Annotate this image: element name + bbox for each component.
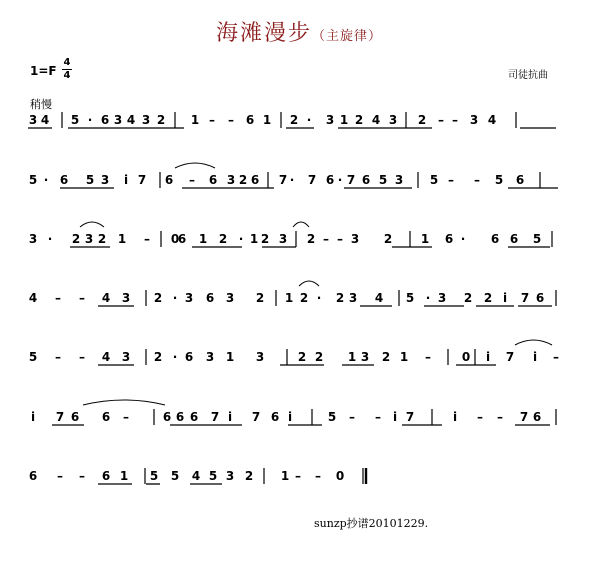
- barline-symbol: |: [429, 410, 435, 424]
- note: –: [295, 469, 301, 483]
- note: ·: [316, 291, 322, 305]
- note: 5: [70, 113, 80, 127]
- barline-symbol: |: [143, 350, 149, 364]
- note: 2: [354, 113, 364, 127]
- barline-symbol: |: [143, 291, 149, 305]
- note: ·: [337, 173, 343, 187]
- note: 6: [535, 291, 545, 305]
- note: 6: [162, 410, 172, 424]
- note: 2: [255, 291, 265, 305]
- note: 5: [405, 291, 415, 305]
- note: 2: [218, 232, 228, 246]
- note: 2: [71, 232, 81, 246]
- note: 6: [509, 232, 519, 246]
- barline-symbol: |: [157, 173, 163, 187]
- note: 5: [28, 350, 38, 364]
- note: 6: [532, 410, 542, 424]
- note: i: [502, 291, 508, 305]
- barline-symbol: |: [513, 113, 519, 127]
- note: 6: [270, 410, 280, 424]
- barline-symbol: |: [553, 410, 559, 424]
- note: 4: [191, 469, 201, 483]
- note: 3: [84, 232, 94, 246]
- note: 6: [325, 173, 335, 187]
- note: i: [30, 410, 36, 424]
- slur-arc: [80, 222, 104, 227]
- note: 2: [153, 350, 163, 364]
- note: 7: [55, 410, 65, 424]
- barline-symbol: |: [151, 410, 157, 424]
- note: 1: [262, 113, 272, 127]
- composer-credit: 司徒抗曲: [508, 70, 548, 81]
- note: 4: [101, 350, 111, 364]
- note: –: [474, 173, 480, 187]
- note: i: [392, 410, 398, 424]
- slur-arc: [299, 281, 319, 286]
- note: 5: [170, 469, 180, 483]
- note: 4: [28, 291, 38, 305]
- note: 6: [164, 173, 174, 187]
- transcriber-credit: sunzp抄谱20101229.: [314, 517, 429, 530]
- note: 2: [153, 291, 163, 305]
- barline-symbol: |: [445, 350, 451, 364]
- note: 3: [205, 350, 215, 364]
- note: 6: [59, 173, 69, 187]
- note: 6: [444, 232, 454, 246]
- note: 3: [348, 291, 358, 305]
- note: 6: [177, 232, 187, 246]
- note: 1: [339, 113, 349, 127]
- note: 4: [487, 113, 497, 127]
- note: 3: [225, 469, 235, 483]
- note: 4: [40, 113, 50, 127]
- note: ·: [47, 232, 53, 246]
- note: 1: [420, 232, 430, 246]
- barline-symbol: |: [261, 469, 267, 483]
- note: 6: [245, 113, 255, 127]
- note: 1: [347, 350, 357, 364]
- note: –: [57, 469, 63, 483]
- note: 3: [141, 113, 151, 127]
- note: 2: [97, 232, 107, 246]
- note: 3: [469, 113, 479, 127]
- barline-symbol: |: [549, 232, 555, 246]
- note: –: [553, 350, 559, 364]
- note: 3: [360, 350, 370, 364]
- note: –: [144, 232, 150, 246]
- note: –: [337, 232, 343, 246]
- note: 2: [383, 232, 393, 246]
- barline-symbol: |: [472, 350, 478, 364]
- note: 5: [494, 173, 504, 187]
- note: 7: [210, 410, 220, 424]
- tempo-marking: 稍慢: [30, 98, 52, 111]
- note: 3: [28, 232, 38, 246]
- note: –: [315, 469, 321, 483]
- note: –: [438, 113, 444, 127]
- note: 5: [85, 173, 95, 187]
- note: 5: [429, 173, 439, 187]
- note: –: [477, 410, 483, 424]
- note: 7: [251, 410, 261, 424]
- note: 3: [394, 173, 404, 187]
- barline-symbol: |: [553, 291, 559, 305]
- barline-symbol: |: [537, 173, 543, 187]
- note: i: [452, 410, 458, 424]
- note: ·: [306, 113, 312, 127]
- note: ·: [460, 232, 466, 246]
- time-top: 4: [63, 57, 71, 68]
- note: 2: [463, 291, 473, 305]
- note: 3: [255, 350, 265, 364]
- slur-arc: [175, 163, 215, 168]
- note: ·: [43, 173, 49, 187]
- note: 1: [190, 113, 200, 127]
- note: 7: [307, 173, 317, 187]
- note: 1: [284, 291, 294, 305]
- barline-symbol: |: [158, 232, 164, 246]
- note: i: [227, 410, 233, 424]
- note: 2: [244, 469, 254, 483]
- note: 7: [278, 173, 288, 187]
- note: 5: [532, 232, 542, 246]
- note: 1: [198, 232, 208, 246]
- note: 6: [184, 350, 194, 364]
- slur-arc: [83, 400, 165, 405]
- note: 2: [314, 350, 324, 364]
- note: 6: [490, 232, 500, 246]
- note: 3: [184, 291, 194, 305]
- note: 2: [483, 291, 493, 305]
- note: 3: [28, 113, 38, 127]
- note: 3: [226, 173, 236, 187]
- note: 5: [327, 410, 337, 424]
- note: 2: [417, 113, 427, 127]
- key-signature: 1=F: [30, 64, 57, 78]
- note: 3: [437, 291, 447, 305]
- note: 7: [405, 410, 415, 424]
- note: 6: [101, 410, 111, 424]
- barline-symbol: |: [273, 291, 279, 305]
- note: –: [79, 469, 85, 483]
- note: 6: [361, 173, 371, 187]
- note: 0: [170, 232, 180, 246]
- note: 3: [325, 113, 335, 127]
- note: 1: [225, 350, 235, 364]
- note: 5: [208, 469, 218, 483]
- barline-symbol: ‖: [360, 469, 366, 483]
- note: –: [228, 113, 234, 127]
- note: 6: [28, 469, 38, 483]
- note: 2: [299, 291, 309, 305]
- note: 3: [121, 350, 131, 364]
- note: 5: [28, 173, 38, 187]
- barline-symbol: |: [309, 410, 315, 424]
- note: –: [55, 291, 61, 305]
- note: ·: [238, 232, 244, 246]
- note: 0: [461, 350, 471, 364]
- note: –: [79, 291, 85, 305]
- title-main: 海滩漫步: [215, 21, 312, 46]
- note: –: [375, 410, 381, 424]
- note: 3: [113, 113, 123, 127]
- note: i: [532, 350, 538, 364]
- slur-arc: [515, 340, 552, 345]
- note: ·: [172, 350, 178, 364]
- note: 4: [374, 291, 384, 305]
- note: 6: [205, 291, 215, 305]
- note: 4: [126, 113, 136, 127]
- barline-symbol: |: [265, 173, 271, 187]
- note: 6: [175, 410, 185, 424]
- note: 7: [505, 350, 515, 364]
- note: 5: [378, 173, 388, 187]
- note: i: [123, 173, 129, 187]
- note: 2: [297, 350, 307, 364]
- note: 1: [119, 469, 129, 483]
- note: 4: [101, 291, 111, 305]
- note: 6: [100, 113, 110, 127]
- note: –: [425, 350, 431, 364]
- barline-symbol: |: [396, 291, 402, 305]
- note: 2: [238, 173, 248, 187]
- note: 2: [306, 232, 316, 246]
- note: ·: [289, 173, 295, 187]
- note: 3: [278, 232, 288, 246]
- note: 3: [100, 173, 110, 187]
- note: ·: [425, 291, 431, 305]
- note: 6: [101, 469, 111, 483]
- note: –: [349, 410, 355, 424]
- barline-symbol: |: [172, 113, 178, 127]
- note: 2: [156, 113, 166, 127]
- note: –: [209, 113, 215, 127]
- note: 4: [371, 113, 381, 127]
- note: 6: [208, 173, 218, 187]
- note: 3: [225, 291, 235, 305]
- note: 3: [350, 232, 360, 246]
- title-subtitle: （主旋律）: [312, 29, 383, 44]
- barline-symbol: |: [407, 232, 413, 246]
- note: –: [448, 173, 454, 187]
- note: ·: [87, 113, 93, 127]
- note: 1: [117, 232, 127, 246]
- note: 7: [346, 173, 356, 187]
- note: 6: [515, 173, 525, 187]
- note: –: [79, 350, 85, 364]
- note: ·: [172, 291, 178, 305]
- note: 1: [249, 232, 259, 246]
- note: 7: [520, 291, 530, 305]
- barline-symbol: |: [415, 173, 421, 187]
- barline-symbol: |: [59, 113, 65, 127]
- note: 5: [149, 469, 159, 483]
- time-bottom: 4: [63, 70, 71, 81]
- barline-symbol: |: [278, 113, 284, 127]
- note: 2: [289, 113, 299, 127]
- note: –: [55, 350, 61, 364]
- barline-symbol: |: [403, 113, 409, 127]
- note: –: [123, 410, 129, 424]
- note: 6: [250, 173, 260, 187]
- slur-arc: [293, 222, 309, 227]
- note: –: [189, 173, 195, 187]
- note: 1: [280, 469, 290, 483]
- note: 6: [189, 410, 199, 424]
- note: 6: [70, 410, 80, 424]
- barline-symbol: |: [142, 469, 148, 483]
- note: 2: [381, 350, 391, 364]
- note: 0: [335, 469, 345, 483]
- note: –: [452, 113, 458, 127]
- note: –: [497, 410, 503, 424]
- note: 7: [137, 173, 147, 187]
- note: 1: [399, 350, 409, 364]
- note: –: [323, 232, 329, 246]
- note: i: [287, 410, 293, 424]
- note: i: [485, 350, 491, 364]
- note: 7: [519, 410, 529, 424]
- note: 3: [388, 113, 398, 127]
- note: 2: [335, 291, 345, 305]
- barline-symbol: |: [284, 350, 290, 364]
- barline-symbol: |: [293, 232, 299, 246]
- note: 2: [260, 232, 270, 246]
- note: 3: [121, 291, 131, 305]
